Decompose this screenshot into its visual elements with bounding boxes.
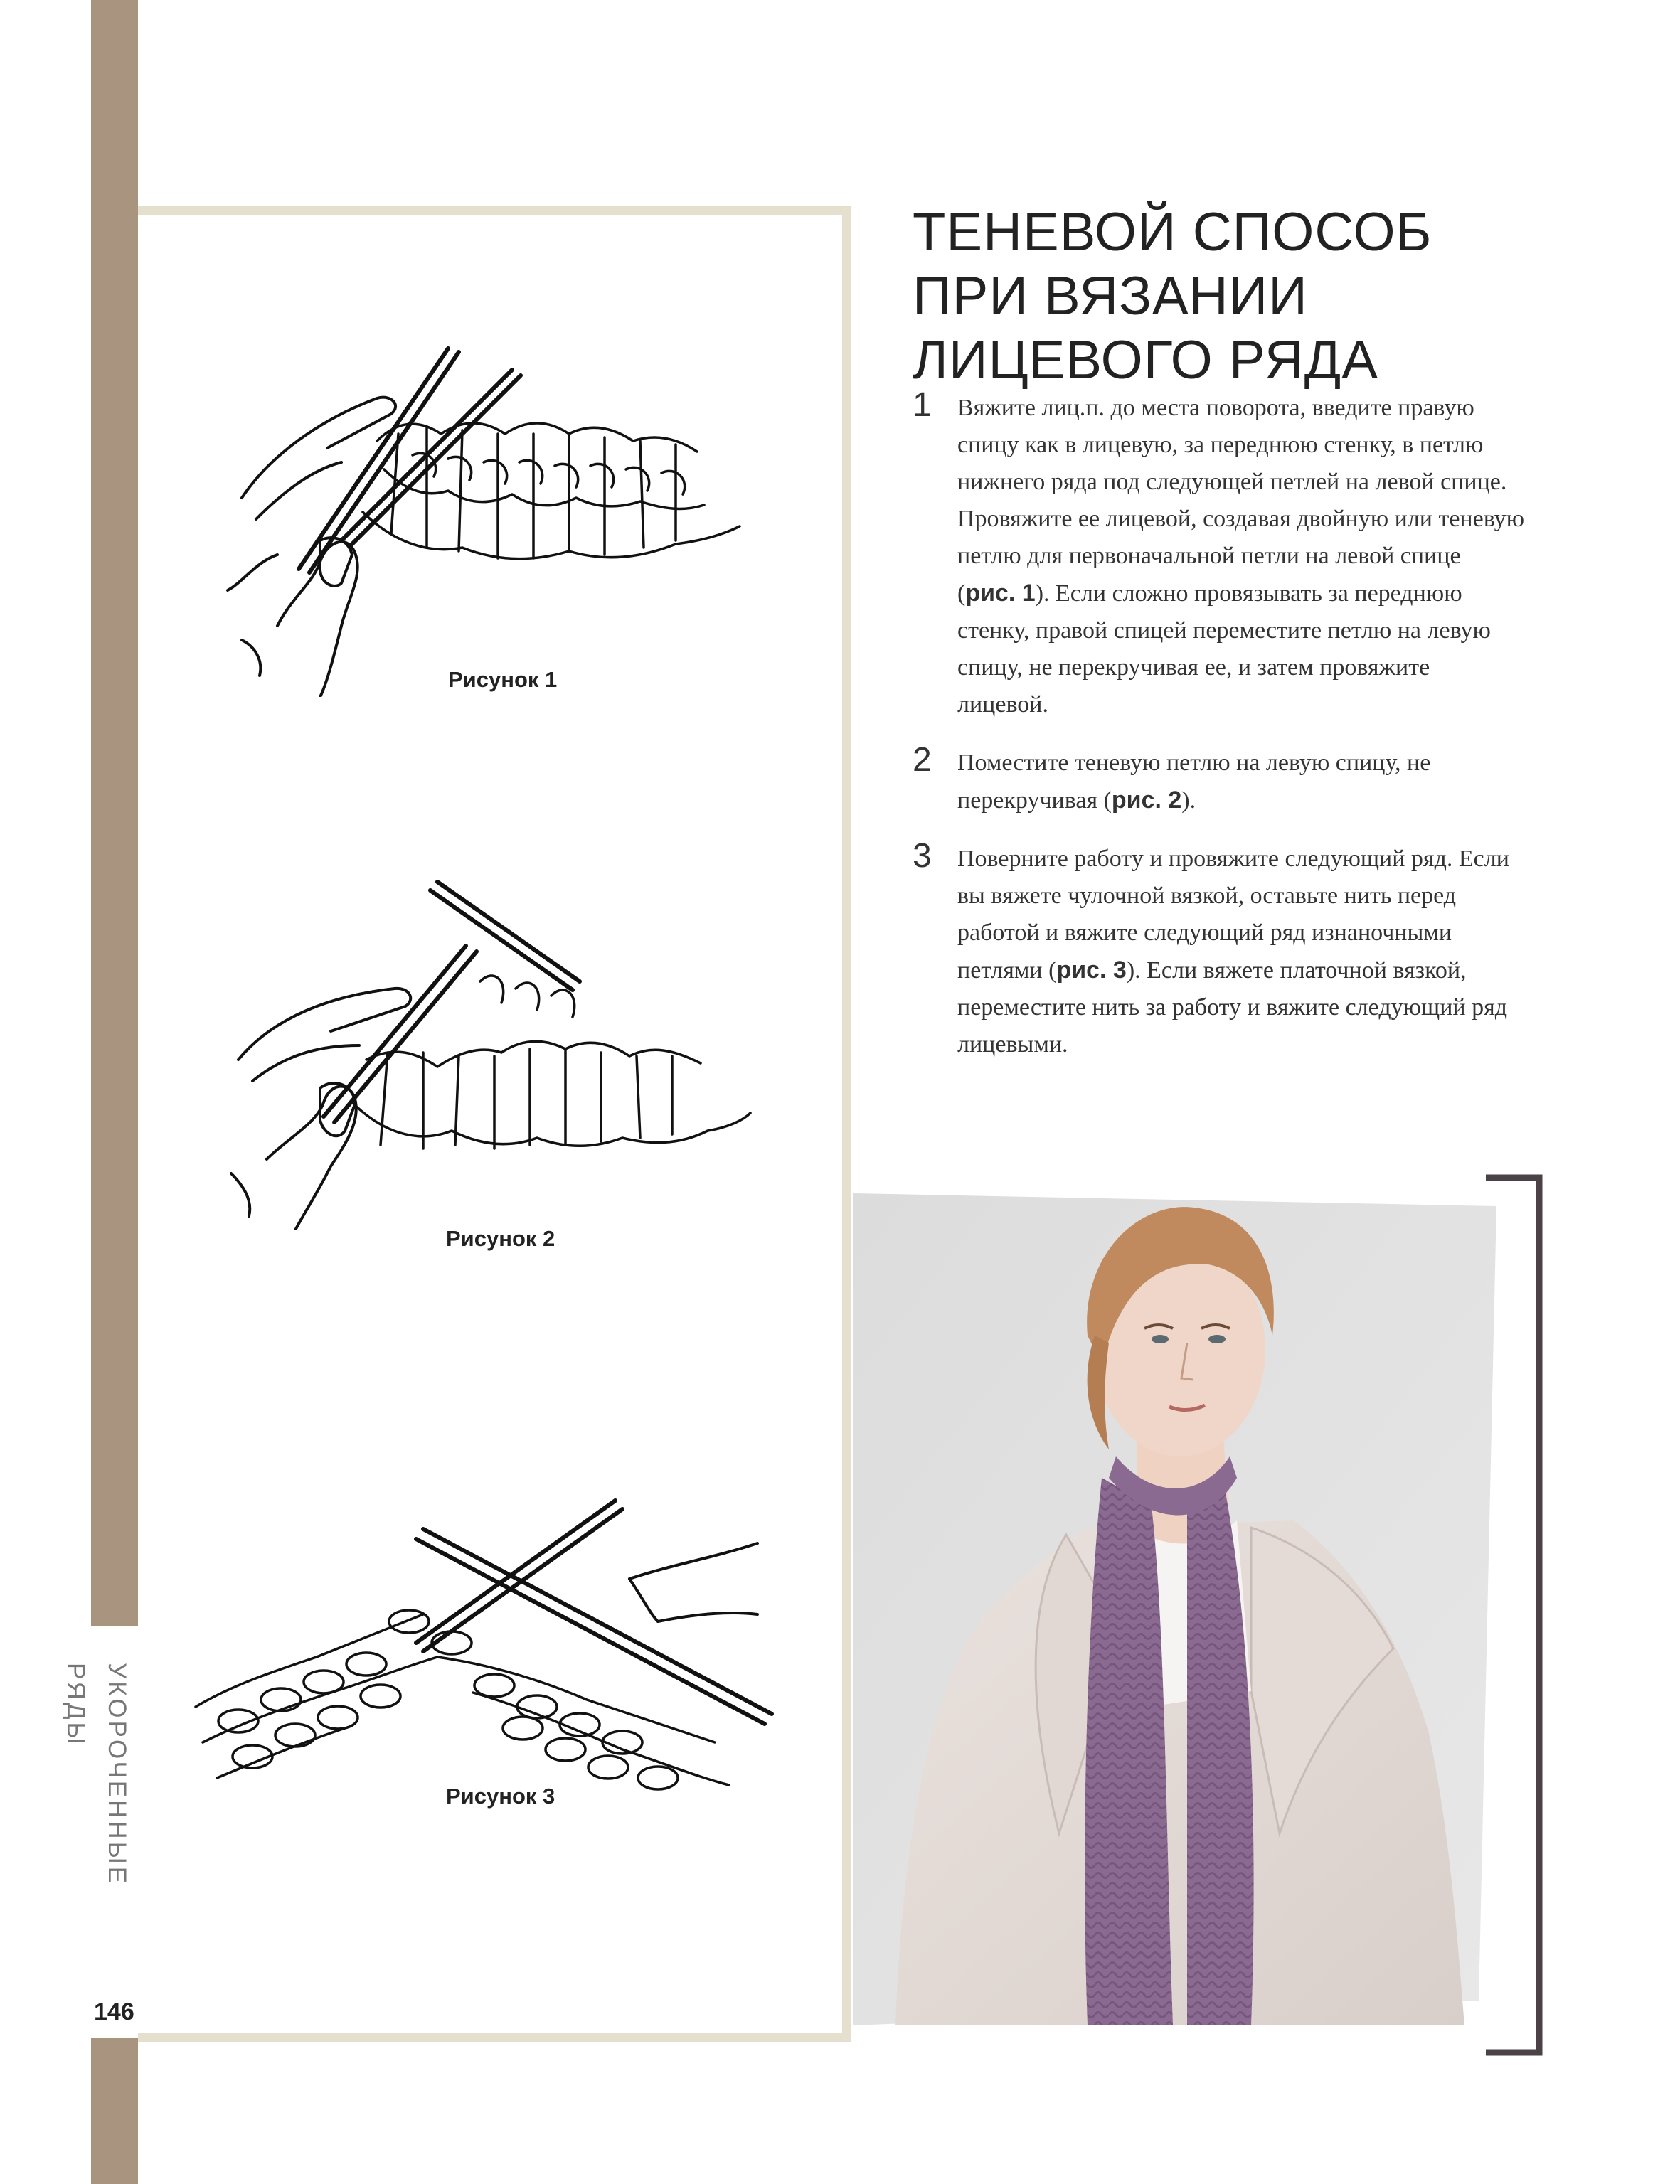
- step-2: [913, 741, 1524, 819]
- step-text: Поместите теневую петлю на левую спицу, не перекручивая (рис. 2).: [957, 750, 1431, 814]
- running-head: УКОРОЧЕННЫЕ РЯДЫ: [62, 1663, 131, 1887]
- section-title: ТЕНЕВОЙ СПОСОБ ПРИ ВЯЗАНИИ ЛИЦЕВОГО РЯДА: [913, 202, 1432, 390]
- figure-2-illustration: [210, 875, 765, 1230]
- step-text: Вяжите лиц.п. до места поворота, введите правую спицу как в лицевую, за переднюю стенку, в петлю нижнего ряда под следующей петлей на левой спице. Провяжите ее лицевой, создавая двойную или теневую петлю для первоначальной петли на левой спице (рис. 1). Если сложно провязывать за переднюю стенку, правой спицей переместите петлю на левую спицу, не перекручивая ее, и затем провяжите лицевой.: [957, 395, 1525, 718]
- figure-reference: рис. 3: [1056, 957, 1127, 984]
- figure-1-caption: Рисунок 1: [448, 667, 558, 692]
- figure-3-illustration: [188, 1479, 786, 1821]
- step-3: [913, 837, 1524, 1063]
- step-number: 3: [913, 837, 932, 875]
- side-band-bottom: [91, 2038, 138, 2184]
- page-number: 146: [94, 1998, 134, 2025]
- figure-2-caption: Рисунок 2: [446, 1226, 555, 1251]
- figure-3-caption: Рисунок 3: [446, 1784, 555, 1809]
- side-band: [91, 0, 138, 1626]
- step-number: 2: [913, 741, 932, 779]
- model-photo: [853, 1193, 1518, 2025]
- step-number: 1: [913, 386, 932, 424]
- figure-reference: рис. 2: [1111, 787, 1182, 814]
- steps-list: [913, 386, 1525, 1085]
- figure-1-illustration: [213, 327, 754, 697]
- step-1: [913, 386, 1525, 723]
- photo-bracket: [1482, 1174, 1550, 2056]
- figure-reference: рис. 1: [965, 580, 1036, 607]
- step-text: Поверните работу и провяжите следующий ряд. Если вы вяжете чулочной вязкой, оставьте нить перед работой и вяжите следующий ряд изнаночными петлями (рис. 3). Если вяжете платочной вязкой, переместите нить за работу и вяжите следующий ряд лицевыми.: [957, 846, 1509, 1058]
